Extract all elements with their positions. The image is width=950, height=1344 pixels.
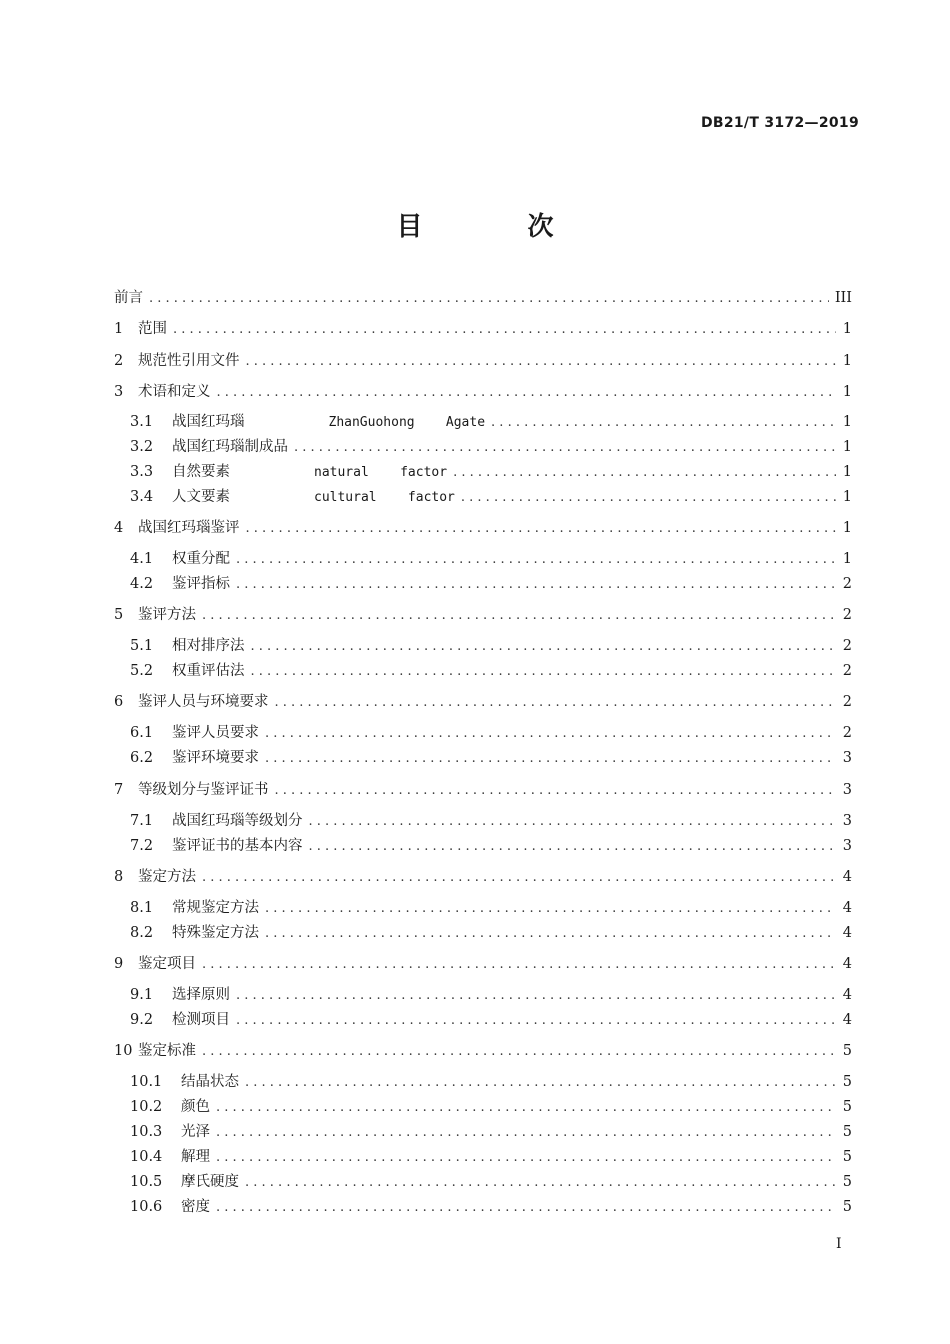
toc-entry-page: III	[834, 290, 852, 306]
toc-entry-page: 2	[842, 576, 852, 592]
toc-entry-number: 3.3	[130, 464, 154, 480]
toc-entry-number: 7.1	[130, 813, 154, 829]
toc-entry-number: 7	[114, 782, 124, 798]
toc-leader-dots	[491, 413, 836, 433]
toc-entry-page: 2	[842, 725, 852, 741]
toc-entry[interactable]	[130, 636, 852, 657]
toc-entry[interactable]	[130, 661, 852, 682]
toc-entry-number: 3	[114, 384, 124, 400]
toc-entry-title: 战国红玛瑙制成品	[172, 439, 288, 455]
toc-entry-page: 5	[842, 1099, 852, 1115]
toc-entry-page: 3	[842, 750, 852, 766]
toc-entry-title: 战国红玛瑙	[172, 414, 245, 430]
toc-entry-title: 规范性引用文件	[138, 353, 240, 369]
toc-entry-title: 人文要素	[172, 489, 230, 505]
toc-leader-dots	[251, 662, 837, 682]
toc-entry-english-term: natural factor	[314, 465, 448, 480]
toc-entry-page: 2	[842, 607, 852, 623]
toc-entry-title: 自然要素	[172, 464, 230, 480]
toc-entry-number: 3.2	[130, 439, 154, 455]
toc-leader-dots	[236, 1011, 836, 1031]
toc-entry[interactable]	[130, 748, 852, 769]
toc-entry-title: 鉴评人员与环境要求	[138, 694, 269, 710]
toc-leader-dots	[251, 637, 837, 657]
toc-entry-page: 1	[842, 464, 852, 480]
toc-entry-number: 10.2	[130, 1099, 163, 1115]
toc-entry-page: 1	[842, 551, 852, 567]
toc-entry-title: 鉴评指标	[172, 576, 230, 592]
toc-entry[interactable]	[130, 1147, 852, 1168]
toc-entry[interactable]	[130, 487, 852, 508]
toc-leader-dots	[202, 955, 836, 975]
toc-entry-page: 4	[842, 1012, 852, 1028]
toc-entry[interactable]	[130, 462, 852, 483]
toc-entry-page: 5	[842, 1149, 852, 1165]
toc-entry-title: 选择原则	[172, 987, 230, 1003]
toc-entry-page: 1	[842, 414, 852, 430]
toc-entry-title: 鉴评环境要求	[172, 750, 259, 766]
toc-entry[interactable]	[130, 1072, 852, 1093]
toc-entry[interactable]	[114, 605, 852, 626]
toc-entry-page: 5	[842, 1199, 852, 1215]
toc-entry-number: 9	[114, 956, 124, 972]
toc-entry-number: 6.1	[130, 725, 154, 741]
toc-entry[interactable]	[130, 811, 852, 832]
toc-entry-number: 9.1	[130, 987, 154, 1003]
toc-leader-dots	[461, 488, 836, 508]
toc-entry-title: 术语和定义	[138, 384, 211, 400]
toc-entry-page: 2	[842, 663, 852, 679]
toc-entry-title: 结晶状态	[181, 1074, 239, 1090]
toc-entry-number: 3.1	[130, 414, 154, 430]
toc-entry-page: 4	[842, 869, 852, 885]
toc-entry-number: 8.2	[130, 925, 154, 941]
toc-leader-dots	[265, 924, 836, 944]
toc-entry[interactable]	[130, 1172, 852, 1193]
toc-entry-page: 3	[842, 782, 852, 798]
toc-entry-number: 2	[114, 353, 124, 369]
toc-leader-dots	[245, 1173, 836, 1193]
toc-entry-number: 7.2	[130, 838, 154, 854]
toc-leader-dots	[216, 1098, 836, 1118]
toc-entry[interactable]	[114, 1041, 852, 1062]
toc-leader-dots	[275, 781, 837, 801]
toc-leader-dots	[216, 1198, 836, 1218]
toc-entry-number: 10.5	[130, 1174, 163, 1190]
toc-leader-dots	[245, 1073, 836, 1093]
toc-leader-dots	[202, 606, 836, 626]
toc-entry[interactable]	[114, 692, 852, 713]
toc-leader-dots	[453, 463, 836, 483]
toc-entry-number: 5	[114, 607, 124, 623]
toc-leader-dots	[236, 550, 836, 570]
toc-leader-dots	[236, 575, 836, 595]
toc-entry-number: 10.3	[130, 1124, 163, 1140]
toc-entry-number: 5.2	[130, 663, 154, 679]
toc-entry-title: 相对排序法	[172, 638, 245, 654]
toc-entry-page: 1	[842, 520, 852, 536]
toc-entry-number: 3.4	[130, 489, 154, 505]
toc-entry-number: 10.1	[130, 1074, 163, 1090]
toc-entry[interactable]	[130, 1010, 852, 1031]
toc-entry[interactable]	[130, 574, 852, 595]
toc-leader-dots	[216, 1148, 836, 1168]
toc-entry-number: 9.2	[130, 1012, 154, 1028]
toc-leader-dots	[216, 1123, 836, 1143]
toc-entry-number: 10	[114, 1043, 133, 1059]
toc-entry-title: 鉴评方法	[138, 607, 196, 623]
toc-entry-number: 6.2	[130, 750, 154, 766]
toc-entry-number: 6	[114, 694, 124, 710]
toc-entry-number: 4.2	[130, 576, 154, 592]
toc-entry-number: 10.6	[130, 1199, 163, 1215]
toc-entry-page: 2	[842, 694, 852, 710]
toc-entry[interactable]	[130, 1097, 852, 1118]
toc-entry-title: 解理	[181, 1149, 210, 1165]
toc-entry-title: 鉴评人员要求	[172, 725, 259, 741]
toc-entry[interactable]	[130, 412, 852, 433]
toc-leader-dots	[149, 289, 829, 309]
toc-entry-page: 4	[842, 987, 852, 1003]
toc-entry[interactable]	[130, 549, 852, 570]
toc-entry-number: 1	[114, 321, 124, 337]
toc-leader-dots	[265, 899, 836, 919]
toc-leader-dots	[309, 837, 837, 857]
document-code: DB21/T 3172—2019	[700, 115, 859, 131]
toc-entry-title: 密度	[181, 1199, 210, 1215]
toc-entry-title: 战国红玛瑙等级划分	[172, 813, 303, 829]
toc-leader-dots	[294, 438, 836, 458]
toc-leader-dots	[309, 812, 837, 832]
toc-entry-page: 4	[842, 956, 852, 972]
toc-entry-page: 1	[842, 384, 852, 400]
toc-entry-number: 10.4	[130, 1149, 163, 1165]
toc-entry[interactable]	[130, 1122, 852, 1143]
page-title: 目 次	[396, 212, 602, 242]
toc-leader-dots	[246, 352, 837, 372]
toc-entry-title: 颜色	[181, 1099, 210, 1115]
toc-entry-title: 鉴定标准	[138, 1043, 196, 1059]
toc-entry[interactable]	[114, 954, 852, 975]
toc-entry-title: 光泽	[181, 1124, 210, 1140]
toc-entry-number: 8.1	[130, 900, 154, 916]
toc-entry-title: 鉴定方法	[138, 869, 196, 885]
toc-entry[interactable]	[130, 923, 852, 944]
toc-entry-title: 范围	[138, 321, 167, 337]
toc-entry[interactable]	[114, 351, 852, 372]
toc-entry-title: 等级划分与鉴评证书	[138, 782, 269, 798]
toc-entry-page: 1	[842, 321, 852, 337]
toc-entry-english-term: ZhanGuohong Agate	[328, 415, 486, 430]
toc-leader-dots	[246, 519, 837, 539]
toc-entry-page: 4	[842, 900, 852, 916]
toc-entry[interactable]	[114, 382, 852, 403]
page-number: I	[836, 1236, 842, 1252]
toc-entry[interactable]	[114, 288, 852, 309]
toc-entry-title: 特殊鉴定方法	[172, 925, 259, 941]
toc-entry-page: 2	[842, 638, 852, 654]
toc-entry-title: 前言	[114, 290, 143, 306]
toc-leader-dots	[202, 1042, 836, 1062]
toc-entry-title: 摩氏硬度	[181, 1174, 239, 1190]
toc-entry-number: 8	[114, 869, 124, 885]
toc-entry-page: 3	[842, 838, 852, 854]
toc-entry[interactable]	[130, 437, 852, 458]
toc-leader-dots	[265, 724, 836, 744]
toc-entry-title: 检测项目	[172, 1012, 230, 1028]
toc-leader-dots	[217, 383, 837, 403]
toc-leader-dots	[173, 320, 836, 340]
toc-entry[interactable]	[130, 898, 852, 919]
toc-leader-dots	[265, 749, 836, 769]
toc-entry[interactable]	[130, 1197, 852, 1218]
toc-entry-number: 4.1	[130, 551, 154, 567]
toc-leader-dots	[202, 868, 836, 888]
toc-leader-dots	[236, 986, 836, 1006]
toc-entry-number: 5.1	[130, 638, 154, 654]
toc-entry-number: 4	[114, 520, 124, 536]
toc-entry-page: 5	[842, 1043, 852, 1059]
toc-entry-title: 常规鉴定方法	[172, 900, 259, 916]
toc-entry-page: 1	[842, 439, 852, 455]
toc-leader-dots	[275, 693, 837, 713]
toc-entry[interactable]	[114, 867, 852, 888]
toc-entry-title: 战国红玛瑙鉴评	[138, 520, 240, 536]
toc-entry[interactable]	[130, 836, 852, 857]
toc-entry-title: 鉴定项目	[138, 956, 196, 972]
toc-entry[interactable]	[114, 319, 852, 340]
toc-entry-page: 5	[842, 1174, 852, 1190]
toc-entry[interactable]	[114, 780, 852, 801]
toc-entry[interactable]	[130, 985, 852, 1006]
toc-entry-page: 1	[842, 489, 852, 505]
toc-entry-page: 5	[842, 1124, 852, 1140]
toc-entry-page: 3	[842, 813, 852, 829]
toc-entry-page: 4	[842, 925, 852, 941]
toc-entry-title: 鉴评证书的基本内容	[172, 838, 303, 854]
toc-entry-english-term: cultural factor	[314, 490, 455, 505]
toc-entry[interactable]	[130, 723, 852, 744]
toc-entry-page: 5	[842, 1074, 852, 1090]
toc-entry-page: 1	[842, 353, 852, 369]
toc-entry-title: 权重分配	[172, 551, 230, 567]
toc-entry[interactable]	[114, 518, 852, 539]
toc-entry-title: 权重评估法	[172, 663, 245, 679]
